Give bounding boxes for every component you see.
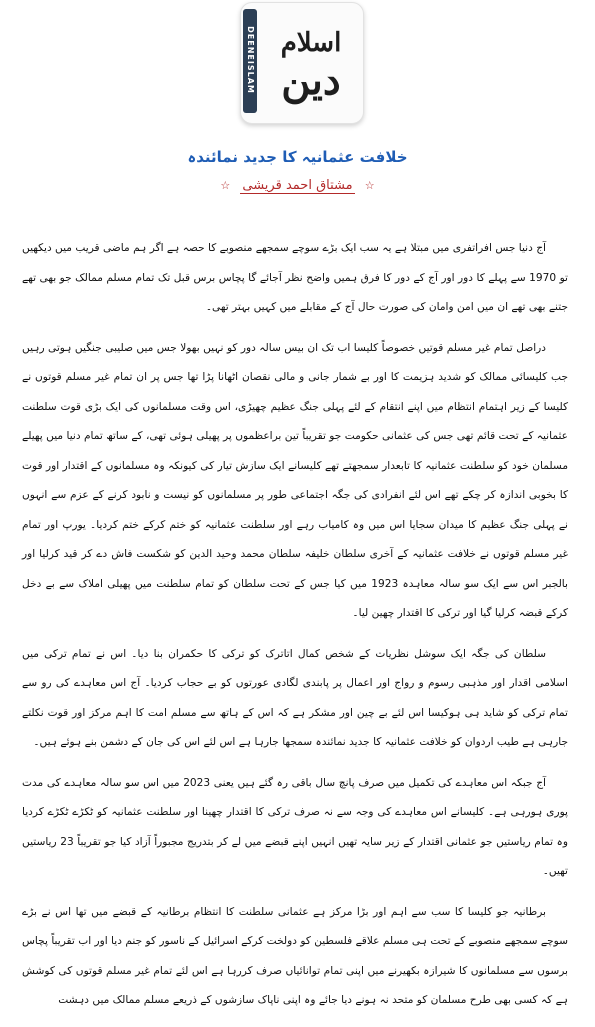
logo-word-deen: دین [281,57,341,104]
article-paragraph: برطانیہ جو کلیسا کا سب سے اہم اور بڑا مرکز ہے عثمانی سلطنت کا انتظام برطانیہ کے قبضے میں تھا اس نے بڑے سوچے سمجھے منصوبے کے تحت ہی مسلم علاقے فلسطین کو دولخت کرکے اسرائیل کے ناسور کو جنم دیا اور اب تقریباً پچاس برسوں سے مسلمانوں کا شیرازہ بکھیرنے میں اپنی تمام توانائیاں صرف کررہا ہے اس لئے تمام غیر مسلم قوتوں کی کوشش ہے کہ کسی بھی طرح مسلمان کو متحد نہ ہونے دیا جائے وہ اپنی ناپاک سازشوں کے ذریعے مسلم ممالک میں دہشت [22,905,568,1006]
article-title: خلافت عثمانیہ کا جدید نمائندہ [187,148,408,166]
article-paragraph: آج دنیا جس افراتفری میں مبتلا ہے یہ سب ایک بڑے سوچے سمجھے منصوبے کا حصہ ہے اگر ہم ماضی قریب میں دیکھیں تو 1970 سے پہلے کا دور اور آج کے دور کا فرق ہمیں واضح نظر آجائے گا پچاس برس قبل تک تمام مسلم ممالک جو بھی تھے جتنے بھی تھے ان میں امن وامان کی صورت حال آج کے مقابلے میں کہیں بہتر تھی۔ [22,242,568,313]
star-icon: ☆ [220,179,231,192]
logo-strip-text: DEENEISLAM [246,26,255,94]
star-icon: ☆ [364,179,375,192]
article-body [22,234,568,1027]
logo-word-islam: اسلام [280,28,342,58]
article-author-line [0,176,595,196]
author-name: مشتاق احمد قریشی [242,178,353,193]
logo-calligraphy [263,13,359,117]
article-paragraph: سلطان کی جگہ ایک سوشل نظریات کے شخص کمال اتاترک کو ترکی کا حکمران بنا دیا۔ اس نے تمام ترکی میں اسلامی اقدار اور مذہبی رسوم و رواج اور اعمال پر پابندی لگادی عورتوں کو بے حجاب کردیا۔ آج اس معاہدے کی رو سے تمام ترکی کو شاید ہی ہوکیسا اس لئے بے چین اور مشکر ہے کہ اس کے ہاتھ سے مسلم امت کا اہم مرکز اور قوت نکلتے جارہی ہے طیب اردوان کو خلافت عثمانیہ کا جدید نمائندہ سمجھا جارہا ہے اس لئے اس کی جان کے دشمن بنے ہوئے ہیں۔ [22,647,568,748]
article-paragraph: دراصل تمام غیر مسلم قوتیں خصوصاً کلیسا اب تک ان بیس سالہ دور کو نہیں بھولا جس میں صلیبی جنگیں ہوتی رہیں جب کلیسائی ممالک کو شدید ہزیمت کا اور بے شمار جانی و مالی نقصان اٹھانا پڑا تھا جس پر ان تمام غیر مسلم قوتوں نے کلیسا کے زیر اہتمام انتظام میں اپنے انتقام کے لئے پہلی جنگ عظیم چھیڑی، اس وقت مسلمانوں کی ایک بڑی قوت سلطنت عثمانیہ کے تحت قائم تھی جس کی عثمانی حکومت جو تقریباً تین براعظموں پر پھیلی ہوئی تھی، کے ساتھ تمام دنیا میں پھیلے مسلمان خود کو سلطنت عثمانیہ کا تابعدار سمجھتے تھے کلیسانے ایک سازش تیار کی کیونکہ وہ مسلمانوں کے اقتدار اور قوت کا بخوبی اندازہ کر چکے تھے اس لئے انفرادی کی جگہ اجتماعی طور پر مسلمانوں کو نیست و نابود کرنے کے عزم سے انہوں نے پہلی جنگ عظیم کا میدان سجایا اس میں وہ کامیاب رہے اور سلطنت عثمانیہ کو ختم کرکے ختم کردیا۔ یورپ اور تمام غیر مسلم قوتوں نے خلافت عثمانیہ کے آخری سلطان خلیفہ سلطان محمد وحید الدین کو شکست فاش دے کر قید کرلیا اور بالجبر اس سے ایک سو سالہ معاہدہ 1923 میں کیا جس کے تحت سلطان کو تمام سلطنت میں پھیلی املاک سے بے دخل کرکے قبضہ کرلیا گیا اور ترکی کا اقتدار چھین لیا۔ [22,341,568,619]
article-paragraph: آج جبکہ اس معاہدے کی تکمیل میں صرف پانچ سال باقی رہ گئے ہیں یعنی 2023 میں اس سو سالہ معاہدے کی مدت پوری ہورہی ہے۔ کلیسانے اس معاہدے کی وجہ سے نہ صرف ترکی کا اقتدار چھینا اور سلطنت عثمانیہ کو ٹکڑے ٹکڑے کردیا وہ تمام ریاستیں جو عثمانی اقتدار کے زیر سایہ تھیں انہیں اپنے قبضے میں لے کر بتدریج مجبوراً آزاد کیا جو تقریباً 23 ریاستیں تھیں۔ [22,776,569,877]
site-logo[interactable] [240,2,364,124]
logo-side-strip [243,9,257,113]
